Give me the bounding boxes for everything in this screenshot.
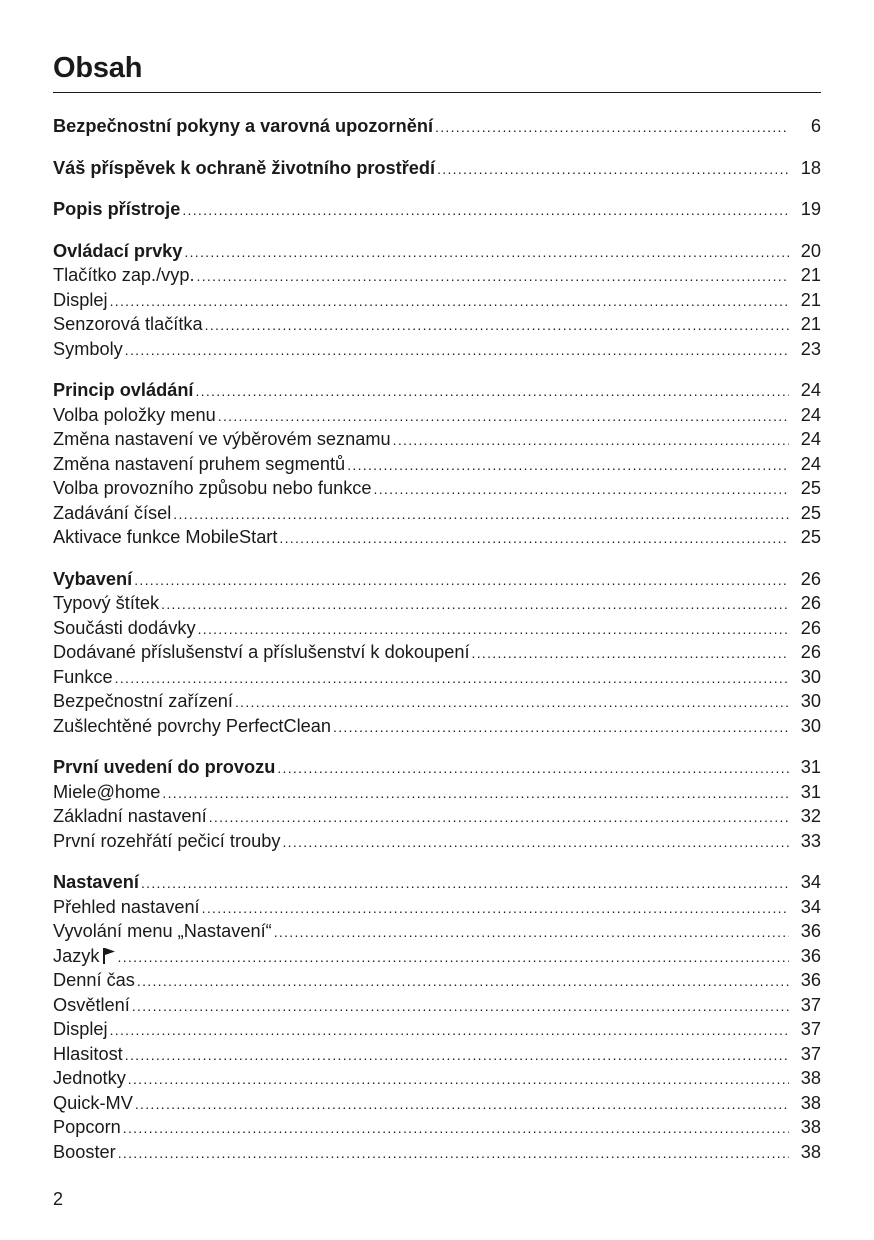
toc-page-number: 21 (800, 314, 821, 334)
toc-entry[interactable] (53, 1091, 821, 1116)
toc-dot-leader (333, 715, 789, 740)
toc-entry-label (53, 780, 162, 805)
toc-entry-label-text: Displej (53, 289, 108, 310)
toc-entry[interactable] (53, 689, 821, 714)
toc-entry-label-text: Symboly (53, 338, 123, 359)
toc-entry-label-text: Váš příspěvek k ochraně životního prostředí (53, 157, 436, 178)
toc-page-number: 21 (800, 289, 821, 310)
toc-entry-label-text: Hlasitost (53, 1043, 123, 1064)
toc-entry-label-text: Miele@home (53, 781, 161, 802)
toc-entry[interactable] (53, 919, 821, 944)
toc-page-number: 36 (800, 921, 821, 941)
toc-dot-leader (209, 805, 789, 830)
toc-entry-label (53, 156, 437, 181)
toc-entry-label-text: Bezpečnostní pokyny a varovná upozornění (53, 116, 433, 136)
toc-entry-label (53, 1042, 125, 1067)
toc-page-number: 25 (800, 478, 821, 498)
toc-page-number: 20 (800, 240, 821, 261)
toc-entry-label (53, 1115, 123, 1140)
toc-dot-leader (472, 641, 789, 666)
toc-page-number: 30 (800, 715, 821, 736)
toc-entry-label-text: Nastavení (53, 872, 139, 892)
toc-entry-label (53, 312, 205, 337)
toc-entry-label-text: Denní čas (53, 970, 135, 990)
toc-entry-label (53, 452, 347, 477)
toc-page-number: 23 (800, 338, 821, 359)
page-title: Obsah (53, 52, 143, 84)
toc-entry-label (53, 403, 218, 428)
toc-entry-label-text: Přehled nastavení (53, 896, 200, 917)
toc-page-number: 24 (800, 404, 821, 425)
toc-page-number: 24 (800, 380, 821, 400)
toc-entry-label (53, 263, 197, 288)
toc-dot-leader (202, 896, 789, 921)
toc-entry-label (53, 476, 374, 501)
toc-entry-label-text: Popis přístroje (53, 199, 181, 219)
toc-entry[interactable] (53, 427, 821, 452)
toc-entry[interactable] (53, 312, 821, 337)
toc-entry-label (53, 567, 134, 592)
toc-entry[interactable] (53, 263, 821, 288)
toc-page-number: 30 (800, 666, 821, 687)
toc-dot-leader (137, 969, 789, 994)
toc-heading-entry[interactable] (53, 870, 821, 895)
toc-dot-leader (110, 289, 789, 314)
toc-entry-label (53, 944, 118, 969)
toc-entry-label (53, 525, 279, 550)
toc-entry-label-text: Zadávání čísel (53, 502, 172, 523)
toc-dot-leader (173, 502, 789, 527)
toc-page-number: 37 (800, 1043, 821, 1064)
toc-entry-label-text: Ovládací prvky (53, 240, 183, 261)
toc-entry-label-text: Popcorn (53, 1117, 121, 1137)
toc-page-number: 26 (800, 617, 821, 638)
toc-dot-leader (125, 338, 789, 363)
toc-page-number: 36 (800, 970, 821, 990)
toc-entry[interactable] (53, 665, 821, 690)
toc-entry[interactable] (53, 288, 821, 313)
toc-entry-label-text: Volba provozního způsobu nebo funkce (53, 478, 372, 498)
toc-entry[interactable] (53, 968, 821, 993)
table-of-contents (53, 114, 821, 1181)
toc-page-number: 31 (800, 781, 821, 802)
toc-entry-label-text: Bezpečnostní zařízení (53, 691, 233, 711)
toc-entry[interactable] (53, 525, 821, 550)
title-divider (53, 92, 821, 93)
toc-entry-label (53, 501, 173, 526)
toc-entry-label (53, 689, 235, 714)
toc-entry-label (53, 829, 282, 854)
toc-dot-leader (134, 568, 789, 593)
toc-entry-label-text: Vyvolání menu „Nastavení“ (53, 921, 272, 941)
toc-dot-leader (197, 264, 789, 289)
toc-dot-leader (118, 945, 790, 970)
toc-entry-label-text: Součásti dodávky (53, 617, 196, 638)
toc-page-number: 26 (800, 642, 821, 662)
toc-entry-label-text: Změna nastavení ve výběrovém seznamu (53, 429, 391, 449)
toc-section (53, 567, 821, 739)
toc-entry[interactable] (53, 1140, 821, 1165)
toc-page-number: 26 (800, 593, 821, 613)
toc-entry-label-text: Quick-MV (53, 1092, 133, 1113)
toc-dot-leader (132, 994, 789, 1019)
toc-entry-label-text: Senzorová tlačítka (53, 314, 203, 334)
toc-entry[interactable] (53, 403, 821, 428)
flag-icon (102, 947, 116, 964)
toc-dot-leader (393, 428, 789, 453)
toc-entry-label (53, 1066, 128, 1091)
toc-entry-label (53, 993, 132, 1018)
toc-dot-leader (110, 1018, 789, 1043)
toc-entry[interactable] (53, 804, 821, 829)
toc-heading-entry[interactable] (53, 755, 821, 780)
toc-entry-label-text: Osvětlení (53, 994, 130, 1015)
toc-dot-leader (162, 781, 789, 806)
toc-entry-label (53, 288, 110, 313)
toc-entry[interactable] (53, 1017, 821, 1042)
toc-entry-label (53, 114, 435, 139)
toc-entry-label-text: Jazyk (53, 945, 100, 966)
toc-dot-leader (195, 379, 789, 404)
toc-dot-leader (205, 313, 789, 338)
toc-entry[interactable] (53, 895, 821, 920)
toc-entry-label (53, 755, 277, 780)
toc-entry[interactable] (53, 1115, 821, 1140)
toc-entry-label (53, 804, 209, 829)
toc-entry[interactable] (53, 337, 821, 362)
toc-dot-leader (274, 920, 789, 945)
toc-page-number: 24 (800, 429, 821, 449)
toc-dot-leader (161, 592, 789, 617)
toc-entry[interactable] (53, 591, 821, 616)
toc-entry-label (53, 337, 125, 362)
toc-dot-leader (277, 756, 789, 781)
toc-entry[interactable] (53, 780, 821, 805)
toc-entry[interactable] (53, 476, 821, 501)
toc-entry-label (53, 919, 274, 944)
toc-entry-label-text: Tlačítko zap./vyp. (53, 265, 195, 285)
toc-dot-leader (437, 157, 789, 182)
toc-dot-leader (123, 1116, 789, 1141)
toc-entry-label (53, 591, 161, 616)
toc-entry[interactable] (53, 944, 821, 969)
toc-page-number: 25 (800, 527, 821, 547)
toc-dot-leader (128, 1067, 789, 1092)
toc-dot-leader (347, 453, 789, 478)
toc-entry-label (53, 378, 195, 403)
toc-entry-label (53, 895, 202, 920)
toc-page-number: 38 (800, 1117, 821, 1137)
toc-entry[interactable] (53, 616, 821, 641)
toc-entry[interactable] (53, 452, 821, 477)
toc-entry-label-text: První uvedení do provozu (53, 757, 276, 777)
toc-page-number: 37 (800, 1019, 821, 1039)
toc-dot-leader (125, 1043, 789, 1068)
toc-page-number: 18 (800, 157, 821, 178)
toc-entry-label-text: První rozehřátí pečicí trouby (53, 830, 281, 851)
toc-dot-leader (118, 1141, 789, 1166)
toc-entry-label (53, 968, 137, 993)
toc-entry[interactable] (53, 1066, 821, 1091)
toc-entry[interactable] (53, 993, 821, 1018)
toc-page-number: 25 (800, 502, 821, 523)
toc-entry-label (53, 197, 182, 222)
toc-heading-entry[interactable] (53, 239, 821, 264)
toc-entry-label (53, 640, 472, 665)
toc-entry-label-text: Základní nastavení (53, 806, 207, 826)
toc-entry[interactable] (53, 714, 821, 739)
toc-entry-label-text: Jednotky (53, 1068, 126, 1088)
toc-heading-entry[interactable] (53, 378, 821, 403)
toc-section (53, 197, 821, 222)
toc-heading-entry[interactable] (53, 197, 821, 222)
toc-page-number: 38 (800, 1092, 821, 1113)
toc-page-number: 26 (800, 568, 821, 589)
toc-page-number: 31 (800, 757, 821, 777)
toc-entry-label (53, 427, 393, 452)
toc-entry-label (53, 239, 184, 264)
toc-page-number: 6 (810, 116, 821, 136)
toc-page-number: 21 (800, 265, 821, 285)
toc-section (53, 156, 821, 181)
toc-page-number: 34 (800, 896, 821, 917)
toc-section (53, 755, 821, 853)
toc-dot-leader (435, 115, 789, 140)
toc-entry-label (53, 1017, 110, 1042)
toc-entry-label (53, 714, 333, 739)
toc-section (53, 378, 821, 550)
toc-page-number: 30 (800, 691, 821, 711)
toc-entry[interactable] (53, 640, 821, 665)
toc-entry[interactable] (53, 829, 821, 854)
toc-dot-leader (218, 404, 789, 429)
toc-heading-entry[interactable] (53, 567, 821, 592)
toc-dot-leader (182, 198, 789, 223)
toc-section (53, 239, 821, 362)
toc-dot-leader (184, 240, 789, 265)
toc-entry-label (53, 665, 115, 690)
toc-entry-label-text: Booster (53, 1141, 116, 1162)
toc-page-number: 34 (800, 872, 821, 892)
toc-entry-label-text: Změna nastavení pruhem segmentů (53, 453, 346, 474)
toc-entry-label-text: Aktivace funkce MobileStart (53, 527, 278, 547)
toc-dot-leader (282, 830, 789, 855)
toc-heading-entry[interactable] (53, 114, 821, 139)
toc-dot-leader (374, 477, 789, 502)
toc-section (53, 870, 821, 1164)
toc-dot-leader (115, 666, 789, 691)
toc-heading-entry[interactable] (53, 156, 821, 181)
toc-dot-leader (198, 617, 789, 642)
toc-dot-leader (135, 1092, 789, 1117)
toc-page-number: 37 (800, 994, 821, 1015)
toc-entry-label (53, 870, 141, 895)
toc-page-number: 36 (800, 945, 821, 966)
toc-entry-label-text: Zušlechtěné povrchy PerfectClean (53, 715, 332, 736)
toc-page-number: 19 (800, 199, 821, 219)
toc-section (53, 114, 821, 139)
toc-page-number: 38 (800, 1141, 821, 1162)
toc-page-number: 38 (800, 1068, 821, 1088)
toc-page-number: 24 (800, 453, 821, 474)
toc-page-number: 32 (800, 806, 821, 826)
toc-entry-label-text: Volba položky menu (53, 404, 216, 425)
toc-entry-label-text: Princip ovládání (53, 380, 194, 400)
toc-entry-label-text: Dodávané příslušenství a příslušenství k dokoupení (53, 642, 470, 662)
toc-page-number: 33 (800, 830, 821, 851)
toc-entry-label (53, 1091, 135, 1116)
toc-dot-leader (141, 871, 789, 896)
toc-entry[interactable] (53, 1042, 821, 1067)
toc-dot-leader (235, 690, 789, 715)
toc-entry-label (53, 1140, 118, 1165)
toc-entry-label-text: Vybavení (53, 568, 133, 589)
toc-dot-leader (279, 526, 789, 551)
toc-entry-label-text: Funkce (53, 666, 113, 687)
toc-entry-label (53, 616, 198, 641)
toc-entry-label-text: Typový štítek (53, 593, 160, 613)
toc-entry[interactable] (53, 501, 821, 526)
page-number: 2 (53, 1189, 64, 1209)
toc-entry-label-text: Displej (53, 1019, 108, 1039)
